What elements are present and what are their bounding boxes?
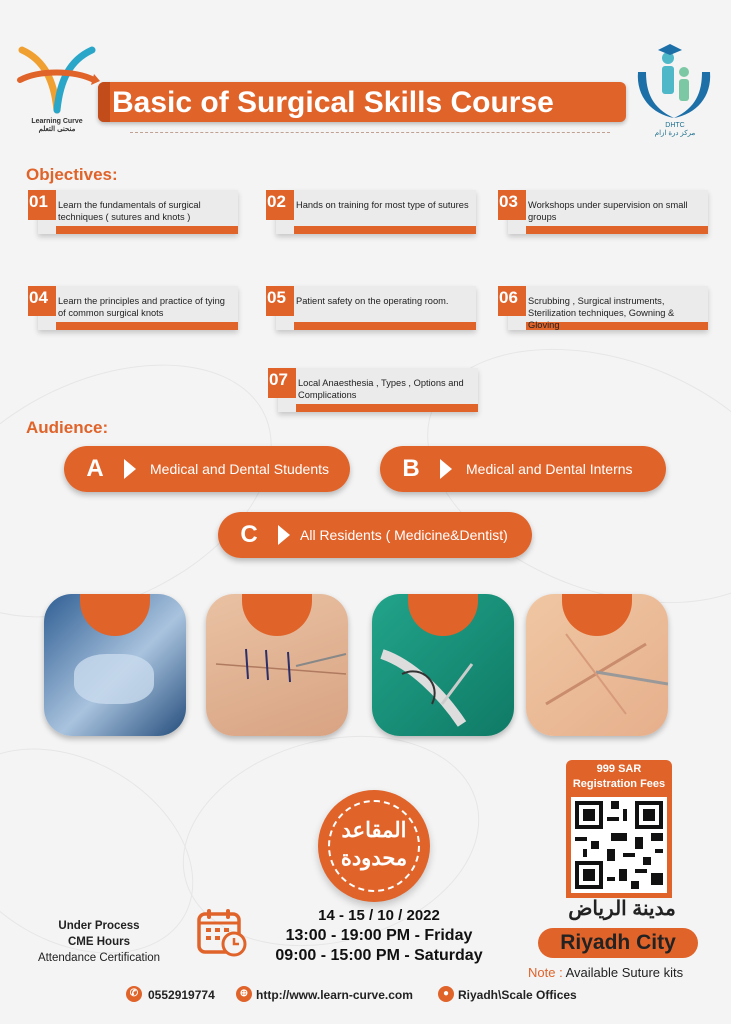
phone-number[interactable]: 0552919774 xyxy=(148,988,215,1002)
logo-right-text-ar: مركز درة ازام xyxy=(654,130,696,137)
audience-letter: B xyxy=(380,446,442,492)
calendar-clock-icon xyxy=(196,908,248,958)
suture-kit-note xyxy=(528,965,683,980)
objective-card xyxy=(28,190,238,242)
logo-left-text-ar: منحنى التعلم xyxy=(38,126,76,133)
objective-number: 07 xyxy=(269,370,288,389)
cme-line-2: CME Hours xyxy=(68,936,130,948)
learning-curve-logo-mark xyxy=(14,40,100,116)
photo-suture-skin xyxy=(206,594,348,736)
audience-text: Medical and Dental Interns xyxy=(466,461,633,477)
photo-suture-practice xyxy=(372,594,514,736)
dhtc-logo-mark xyxy=(632,42,716,120)
photo-surgery-team xyxy=(44,594,186,736)
schedule-saturday: 09:00 - 15:00 PM - Saturday xyxy=(275,947,483,964)
objectives-heading: Objectives: xyxy=(26,165,118,184)
audience-letter: C xyxy=(218,512,280,558)
address: Riyadh\Scale Offices xyxy=(458,988,577,1002)
logo-right-abbr: DHTC xyxy=(665,122,685,129)
audience-pill-c xyxy=(218,512,532,558)
page-title: Basic of Surgical Skills Course xyxy=(112,86,554,119)
audience-letter: A xyxy=(64,446,126,492)
fee-label: Registration Fees xyxy=(572,778,666,790)
objective-text: Local Anaesthesia , Types , Options and Complications xyxy=(298,378,464,400)
objective-number: 06 xyxy=(499,288,518,307)
schedule-friday: 13:00 - 19:00 PM - Friday xyxy=(285,927,473,944)
objective-text: Learn the principles and practice of tying of common surgical knots xyxy=(58,296,225,318)
city-english: Riyadh City xyxy=(538,928,698,958)
cme-line-3: Attendance Certification xyxy=(37,952,161,964)
title-accent xyxy=(98,82,110,122)
globe-icon: ⊕ xyxy=(236,986,252,1002)
limited-seats-badge xyxy=(318,790,430,902)
objective-card xyxy=(266,190,476,242)
contact-footer xyxy=(126,986,726,1004)
cme-info xyxy=(10,918,188,966)
audience-text: Medical and Dental Students xyxy=(150,461,329,477)
title-divider xyxy=(130,132,610,133)
city-arabic: مدينة الرياض xyxy=(568,898,676,920)
registration-fees xyxy=(566,760,672,794)
audience-text: All Residents ( Medicine&Dentist) xyxy=(300,527,508,543)
objective-card xyxy=(498,286,708,338)
objective-text: Workshops under supervision on small groups xyxy=(528,200,688,222)
objective-text: Scrubbing , Surgical instruments, Sterilization techniques, Gowning & Gloving xyxy=(528,296,675,330)
photo-incision-pad xyxy=(526,594,668,736)
learning-curve-logo xyxy=(14,40,100,133)
audience-heading: Audience: xyxy=(26,418,109,437)
whatsapp-icon: ✆ xyxy=(126,986,142,1002)
qr-code[interactable] xyxy=(566,794,672,898)
objective-number: 01 xyxy=(29,192,48,211)
schedule xyxy=(250,906,508,966)
audience-pill-b xyxy=(380,446,666,492)
note-value: Available Suture kits xyxy=(562,965,684,980)
objective-text: Learn the fundamentals of surgical techniques ( sutures and knots ) xyxy=(58,200,201,222)
objective-card xyxy=(28,286,238,338)
objective-card xyxy=(266,286,476,338)
schedule-dates: 14 - 15 / 10 / 2022 xyxy=(318,907,440,924)
seats-line-2: محدودة xyxy=(340,847,408,870)
objective-number: 04 xyxy=(29,288,48,307)
title-banner xyxy=(98,82,626,122)
seats-line-1: المقاعد xyxy=(341,819,407,842)
objective-text: Patient safety on the operating room. xyxy=(296,296,449,306)
objective-number: 02 xyxy=(267,192,286,211)
website-link[interactable]: http://www.learn-curve.com xyxy=(256,988,413,1002)
fee-amount: 999 SAR xyxy=(596,763,642,775)
objective-text: Hands on training for most type of sutures xyxy=(296,200,469,210)
dhtc-logo xyxy=(632,42,716,137)
objective-card xyxy=(268,368,478,420)
audience-pill-a xyxy=(64,446,350,492)
objective-number: 05 xyxy=(267,288,286,307)
location-pin-icon: ● xyxy=(438,986,454,1002)
note-key: Note : xyxy=(528,965,563,980)
qr-code-pattern xyxy=(571,797,667,893)
objective-number: 03 xyxy=(499,192,518,211)
objective-card xyxy=(498,190,708,242)
logo-left-text: Learning Curve xyxy=(31,118,83,125)
cme-line-1: Under Process xyxy=(58,920,140,932)
